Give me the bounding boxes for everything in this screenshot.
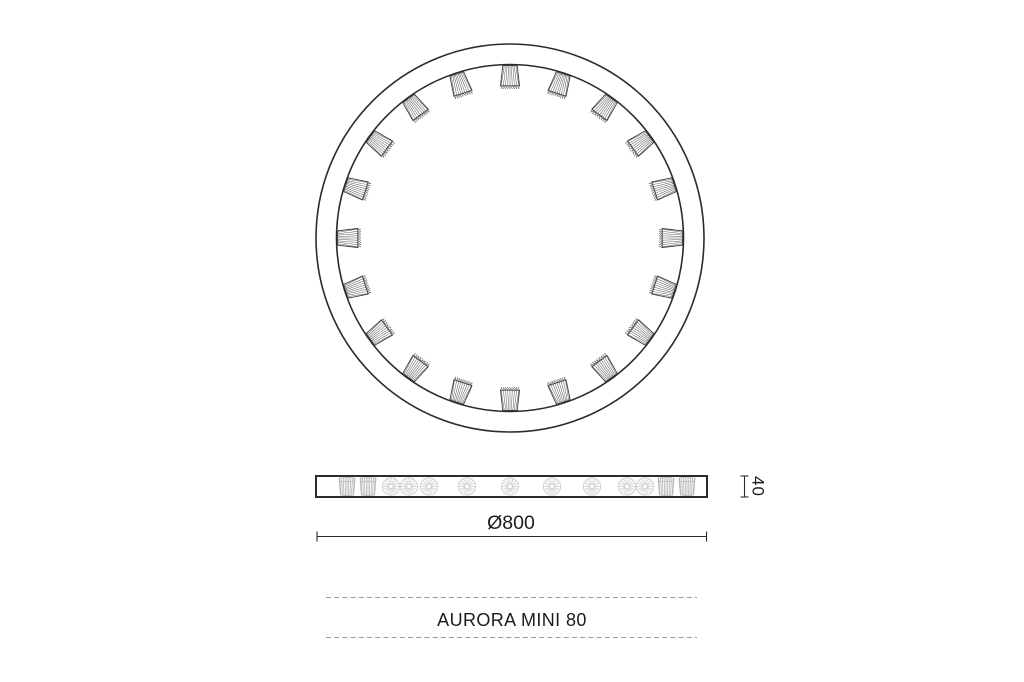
crystal xyxy=(365,318,395,347)
side-view xyxy=(316,476,707,497)
title-block xyxy=(326,598,697,638)
crystal xyxy=(625,129,655,158)
outer-ring-circle xyxy=(316,44,704,432)
crystal xyxy=(659,229,683,248)
height-label: 40 xyxy=(748,476,768,497)
crystal xyxy=(590,353,619,383)
product-name: AURORA MINI 80 xyxy=(437,610,587,630)
crystal xyxy=(401,353,430,383)
crystal xyxy=(447,377,473,405)
diameter-dimension xyxy=(317,512,707,542)
crystal xyxy=(625,318,655,347)
crystal xyxy=(500,387,519,411)
height-dimension xyxy=(741,476,768,497)
crystal xyxy=(547,71,573,99)
crystal xyxy=(547,377,573,405)
crystal xyxy=(343,275,371,301)
crystal xyxy=(365,129,395,158)
crystal xyxy=(401,93,430,123)
crystal-array xyxy=(338,66,683,411)
inner-ring-circle xyxy=(337,65,684,412)
crystal xyxy=(649,275,677,301)
crystal xyxy=(343,175,371,201)
crystal xyxy=(448,71,474,99)
crystal xyxy=(649,176,677,202)
top-view xyxy=(316,44,704,432)
diameter-label: Ø800 xyxy=(487,512,535,534)
crystal xyxy=(338,228,362,247)
crystal xyxy=(501,66,520,90)
crystal xyxy=(590,93,619,123)
